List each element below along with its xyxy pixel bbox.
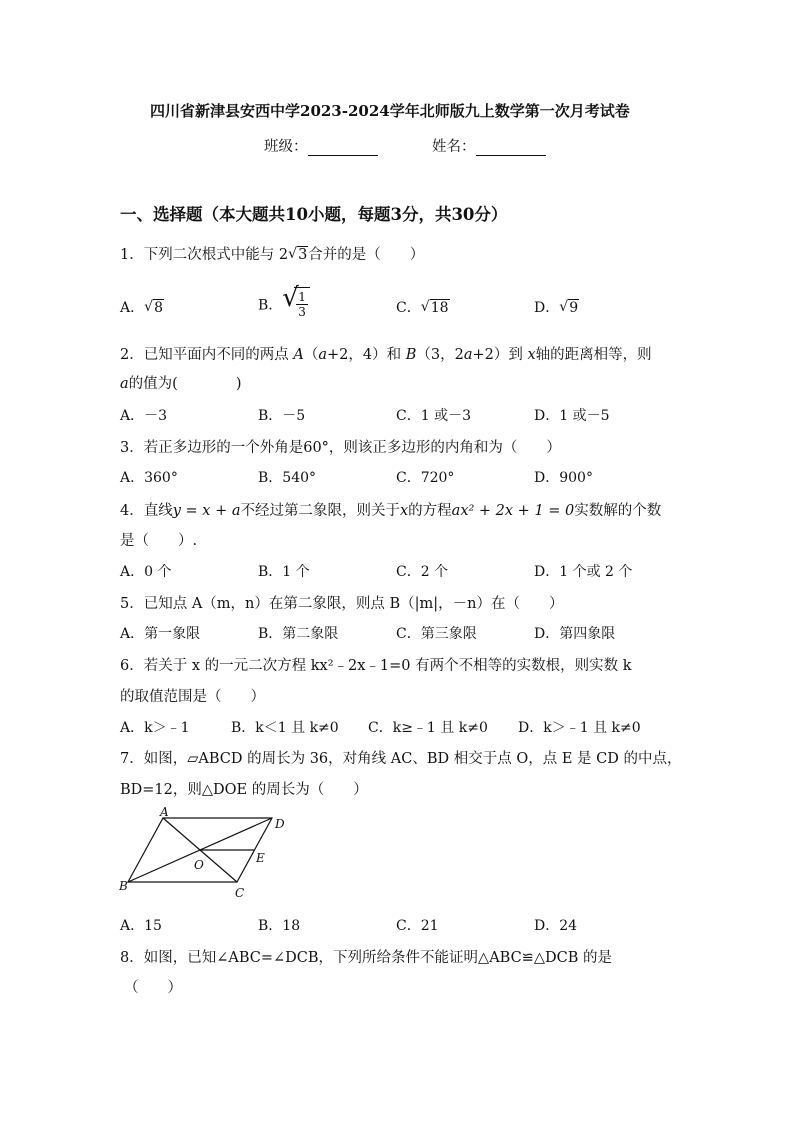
q2-option-d[interactable]: D．1 或－5 (534, 408, 610, 424)
question-4-stem-cont: 是（ ）. (120, 533, 198, 549)
question-5-stem: 5．已知点 A（m，n）在第二象限，则点 B（|m|，－n）在（ ） (120, 596, 564, 612)
label-d: D (275, 817, 285, 831)
q6-option-a[interactable]: A．k＞﹣1 (120, 720, 190, 736)
name-blank[interactable] (476, 141, 546, 156)
point-b: B (405, 347, 417, 363)
option-label: C． (396, 300, 421, 316)
sqrt-expression (144, 300, 164, 316)
question-1-stem (120, 243, 424, 264)
q1-option-b[interactable] (258, 283, 310, 319)
question-3-stem: 3．若正多边形的一个外角是60°，则该正多边形的内角和为（ ） (120, 440, 561, 456)
var-x: x (527, 347, 536, 363)
denominator: 3 (298, 305, 306, 319)
label-e: E (256, 851, 265, 865)
label-c: C (235, 886, 245, 900)
radicand: 3 (298, 247, 308, 263)
question-7-stem: 7．如图，▱ABCD 的周长为 36，对角线 AC、BD 相交于点 O，点 E 是 CD 的中点， (120, 751, 682, 767)
q4-option-c[interactable]: C．2 个 (396, 564, 449, 580)
sqrt-expression (282, 283, 310, 319)
q2-option-a[interactable]: A．－3 (120, 408, 168, 424)
q1-option-a[interactable] (120, 297, 164, 317)
q5-option-c[interactable]: C．第三象限 (396, 626, 477, 642)
q1-stem-part: 1．下列二次根式中能与 2 (120, 247, 289, 263)
option-label: A． (120, 300, 145, 316)
q4-option-b[interactable]: B．1 个 (258, 564, 310, 580)
question-2-stem (120, 343, 652, 364)
numerator: 1 (298, 290, 306, 304)
var-a: a (120, 376, 129, 392)
section-heading: 一、选择题（本大题共10小题，每题3分，共30分） (120, 205, 508, 224)
q2-text: +2）到 (472, 347, 528, 363)
question-4-stem (120, 499, 661, 520)
exam-title: 四川省新津县安西中学2023-2024学年北师版九上数学第一次月考试卷 (150, 102, 630, 120)
q2-text: 轴的距离相等，则 (535, 347, 652, 363)
label-a: A (160, 806, 169, 819)
question-6-stem-cont: 的取值范围是（ ） (120, 689, 265, 705)
parallelogram-figure (115, 806, 295, 902)
q2-text: （ (303, 347, 319, 363)
q3-option-d[interactable]: D．900° (534, 470, 593, 486)
class-field (264, 135, 378, 156)
q7-option-b[interactable]: B．18 (258, 918, 301, 934)
q1-stem-part: 合并的是（ ） (308, 247, 425, 263)
sqrt-icon: √ (420, 299, 430, 315)
point-a: A (293, 347, 304, 363)
q2-text: 2．已知平面内不同的两点 (120, 347, 294, 363)
sqrt-icon: √ (144, 299, 154, 315)
q7-option-d[interactable]: D．24 (534, 918, 578, 934)
q5-option-a[interactable]: A．第一象限 (120, 626, 201, 642)
q1-option-c[interactable] (396, 297, 450, 317)
sqrt-icon: √ (559, 299, 569, 315)
q7-option-c[interactable]: C．21 (396, 918, 439, 934)
q4-text: 的方程 (408, 503, 452, 519)
question-8-stem-cont: （ ） (124, 980, 182, 996)
q4-text: 不经过第二象限，则关于 (240, 503, 400, 519)
line-equation: y = x + a (172, 503, 241, 519)
label-b: B (119, 879, 128, 893)
question-8-stem: 8．如图，已知∠ABC=∠DCB，下列所给条件不能证明△ABC≌△DCB 的是 (120, 950, 612, 966)
q2-text: 的值为( ) (128, 376, 242, 392)
var-a: a (463, 347, 473, 363)
sqrt-expression (288, 247, 308, 263)
q1-option-d[interactable] (534, 297, 579, 317)
question-6-stem: 6．若关于 x 的一元二次方程 kx²﹣2x﹣1=0 有两个不相等的实数根，则实数 k (120, 658, 632, 674)
radicand: 8 (154, 300, 164, 316)
question-7-stem-cont: BD=12，则△DOE 的周长为（ ） (120, 782, 368, 798)
label-o: O (194, 858, 204, 872)
option-label: D． (534, 300, 560, 316)
q2-text: +2，4）和 (326, 347, 406, 363)
q7-option-a[interactable]: A．15 (120, 918, 162, 934)
class-blank[interactable] (308, 141, 378, 156)
q3-option-b[interactable]: B．540° (258, 470, 317, 486)
q5-option-b[interactable]: B．第二象限 (258, 626, 339, 642)
q3-option-a[interactable]: A．360° (120, 470, 178, 486)
sqrt-expression (421, 300, 450, 316)
q6-option-c[interactable]: C．k≥﹣1 且 k≠0 (368, 720, 488, 736)
radicand: 9 (569, 300, 579, 316)
sqrt-expression (559, 300, 579, 316)
option-label: B． (258, 297, 283, 314)
q6-option-d[interactable]: D．k＞﹣1 且 k≠0 (518, 720, 641, 736)
q2-text: （3，2 (416, 347, 464, 363)
radicand: 18 (430, 300, 449, 316)
q4-option-a[interactable]: A．0 个 (120, 564, 172, 580)
sqrt-icon: √ (288, 246, 297, 262)
q4-text: 实数解的个数 (574, 503, 662, 519)
name-field (432, 135, 546, 156)
q5-option-d[interactable]: D．第四象限 (534, 626, 616, 642)
question-2-stem-cont (120, 372, 241, 393)
q2-option-c[interactable]: C．1 或－3 (396, 408, 471, 424)
quadratic-equation: ax² + 2x + 1 = 0 (451, 503, 575, 519)
var-x: x (399, 503, 409, 519)
q3-option-c[interactable]: C．720° (396, 470, 455, 486)
q4-text: 4．直线 (120, 503, 173, 519)
q2-option-b[interactable]: B．－5 (258, 408, 306, 424)
q6-option-b[interactable]: B．k＜1 且 k≠0 (231, 720, 339, 736)
sqrt-icon: √ (282, 283, 299, 313)
class-label: 班级： (264, 139, 308, 155)
name-label: 姓名： (432, 139, 476, 155)
var-a: a (318, 347, 327, 363)
q4-option-d[interactable]: D．1 个或 2 个 (534, 564, 633, 580)
